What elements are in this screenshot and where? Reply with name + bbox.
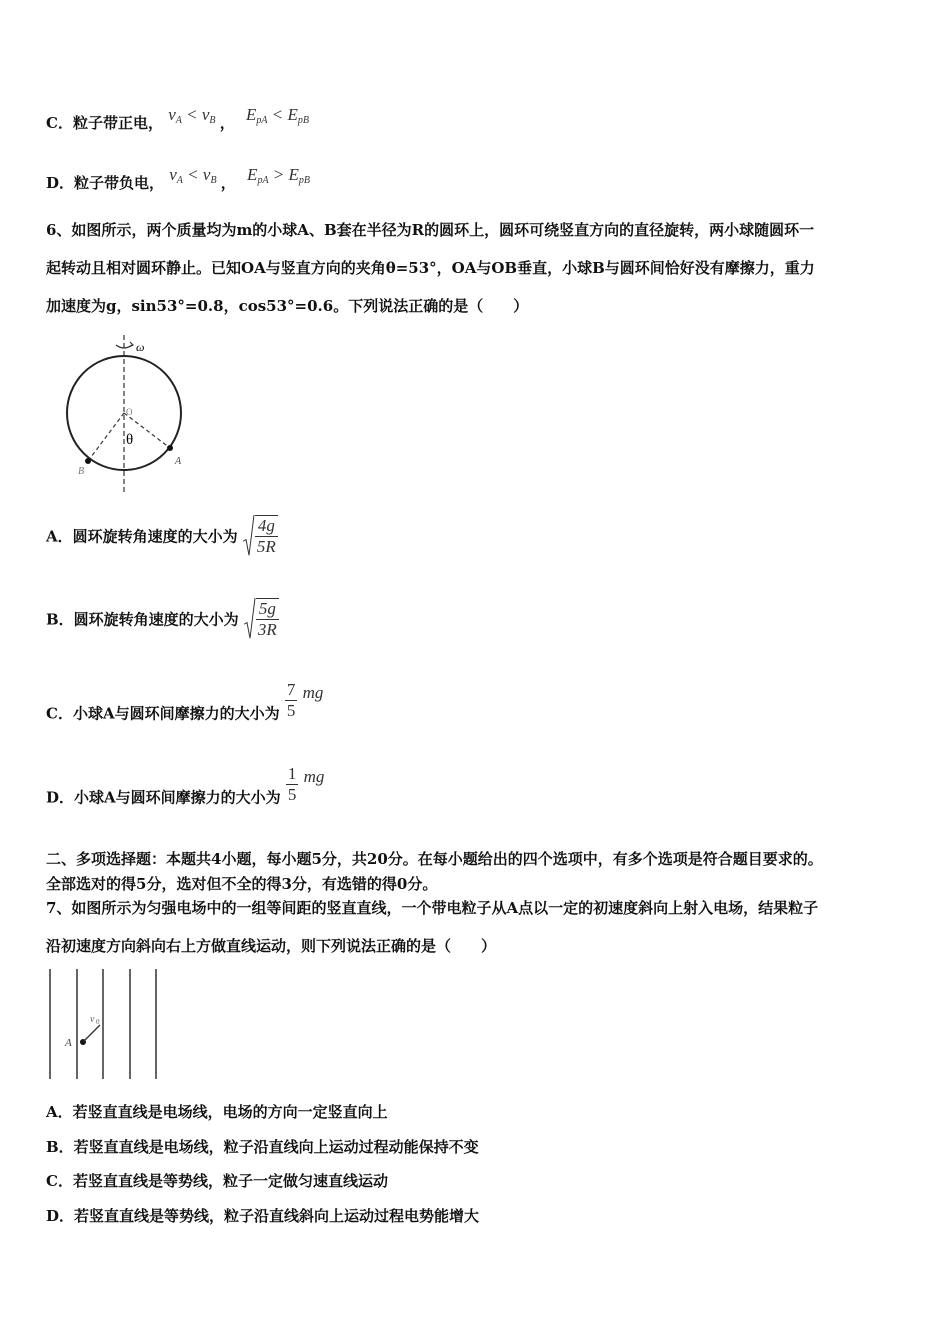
q7-stem xyxy=(46,889,908,965)
q6-stem-line1: 6、如图所示，两个质量均为m的小球A、B套在半径为R的圆环上，圆环可绕竖直方向的直径旋转，两小球随圆环一 xyxy=(46,221,815,239)
fraction: $\frac{7}{5}$ xyxy=(286,680,296,720)
ball-b xyxy=(85,458,91,464)
section2-line1: 二、多项选择题：本题共4小题，每小题5分，共20分。在每小题给出的四个选项中，有多个选项是符合题目要求的。 xyxy=(46,850,823,868)
velocity-arrow xyxy=(83,1025,100,1042)
energy-comparison: $E_{pA} > E_{pB}$ xyxy=(247,165,311,186)
sqrt-expression: $\frac{5g}{3R}$ xyxy=(244,598,279,640)
point-a-label: A xyxy=(175,456,182,467)
radius-ob xyxy=(88,413,124,461)
q6-option-a xyxy=(46,515,278,557)
center-label: O xyxy=(126,407,133,417)
point-a-label: A xyxy=(65,1037,72,1049)
q7-stem-line1: 7、如图所示为匀强电场中的一组等间距的竖直直线，一个带电粒子从A点以一定的初速度斜向上射入电场，结果粒子 xyxy=(46,899,819,917)
q6-option-d xyxy=(46,764,324,808)
unit: mg xyxy=(303,766,325,786)
q6-stem xyxy=(46,211,908,325)
option-text: D．小球A与圆环间摩擦力的大小为 xyxy=(46,788,281,807)
q6-option-b xyxy=(46,598,279,640)
energy-comparison: $E_{pA} < E_{pB}$ xyxy=(245,105,309,126)
ball-a xyxy=(167,445,173,451)
q7-stem-line2: 沿初速度方向斜向右上方做直线运动，则下列说法正确的是（ ） xyxy=(46,937,497,955)
velocity-sub-label: 0 xyxy=(96,1018,100,1026)
separator: ， xyxy=(219,114,235,132)
ring-diagram xyxy=(60,333,190,498)
option-text: A．圆环旋转角速度的大小为 xyxy=(46,527,238,546)
unit: mg xyxy=(302,682,324,702)
velocity-comparison: $v_A < v_B$ xyxy=(168,105,216,126)
q6-stem-line2: 起转动且相对圆环静止。已知OA与竖直方向的夹角θ=53°，OA与OB垂直，小球B与圆环间恰好没有摩擦力，重力 xyxy=(46,259,815,277)
velocity-comparison: $v_A < v_B$ xyxy=(169,165,217,186)
option-text: C．小球A与圆环间摩擦力的大小为 xyxy=(46,704,280,723)
point-b-label: B xyxy=(78,466,85,477)
separator: ， xyxy=(220,174,236,192)
fraction: $\frac{1}{5}$ xyxy=(287,764,297,804)
omega-label: ω xyxy=(136,340,145,354)
section2-line2: 全部选对的得5分，选对但不全的得3分，有选错的得0分。 xyxy=(46,875,438,893)
velocity-label: v xyxy=(90,1014,95,1025)
q7-option-d: D．若竖直直线是等势线，粒子沿直线斜向上运动过程电势能增大 xyxy=(46,1207,480,1225)
option-label: C．粒子带正电， xyxy=(46,114,163,132)
option-text: B．圆环旋转角速度的大小为 xyxy=(46,610,239,629)
sqrt-expression: $\frac{4g}{5R}$ xyxy=(243,515,278,557)
q5-option-d xyxy=(46,165,311,194)
field-lines-diagram xyxy=(44,967,164,1082)
theta-label: θ xyxy=(126,432,134,448)
q6-option-c xyxy=(46,680,323,724)
q6-stem-line3: 加速度为g，sin53°=0.8，cos53°=0.6。下列说法正确的是（ ） xyxy=(46,297,529,315)
q7-option-c: C．若竖直直线是等势线，粒子一定做匀速直线运动 xyxy=(46,1172,388,1190)
q7-option-a: A．若竖直直线是电场线，电场的方向一定竖直向上 xyxy=(46,1103,388,1121)
q7-option-b: B．若竖直直线是电场线，粒子沿直线向上运动过程动能保持不变 xyxy=(46,1138,479,1156)
q5-option-c xyxy=(46,105,309,134)
option-label: D．粒子带负电， xyxy=(46,174,165,192)
